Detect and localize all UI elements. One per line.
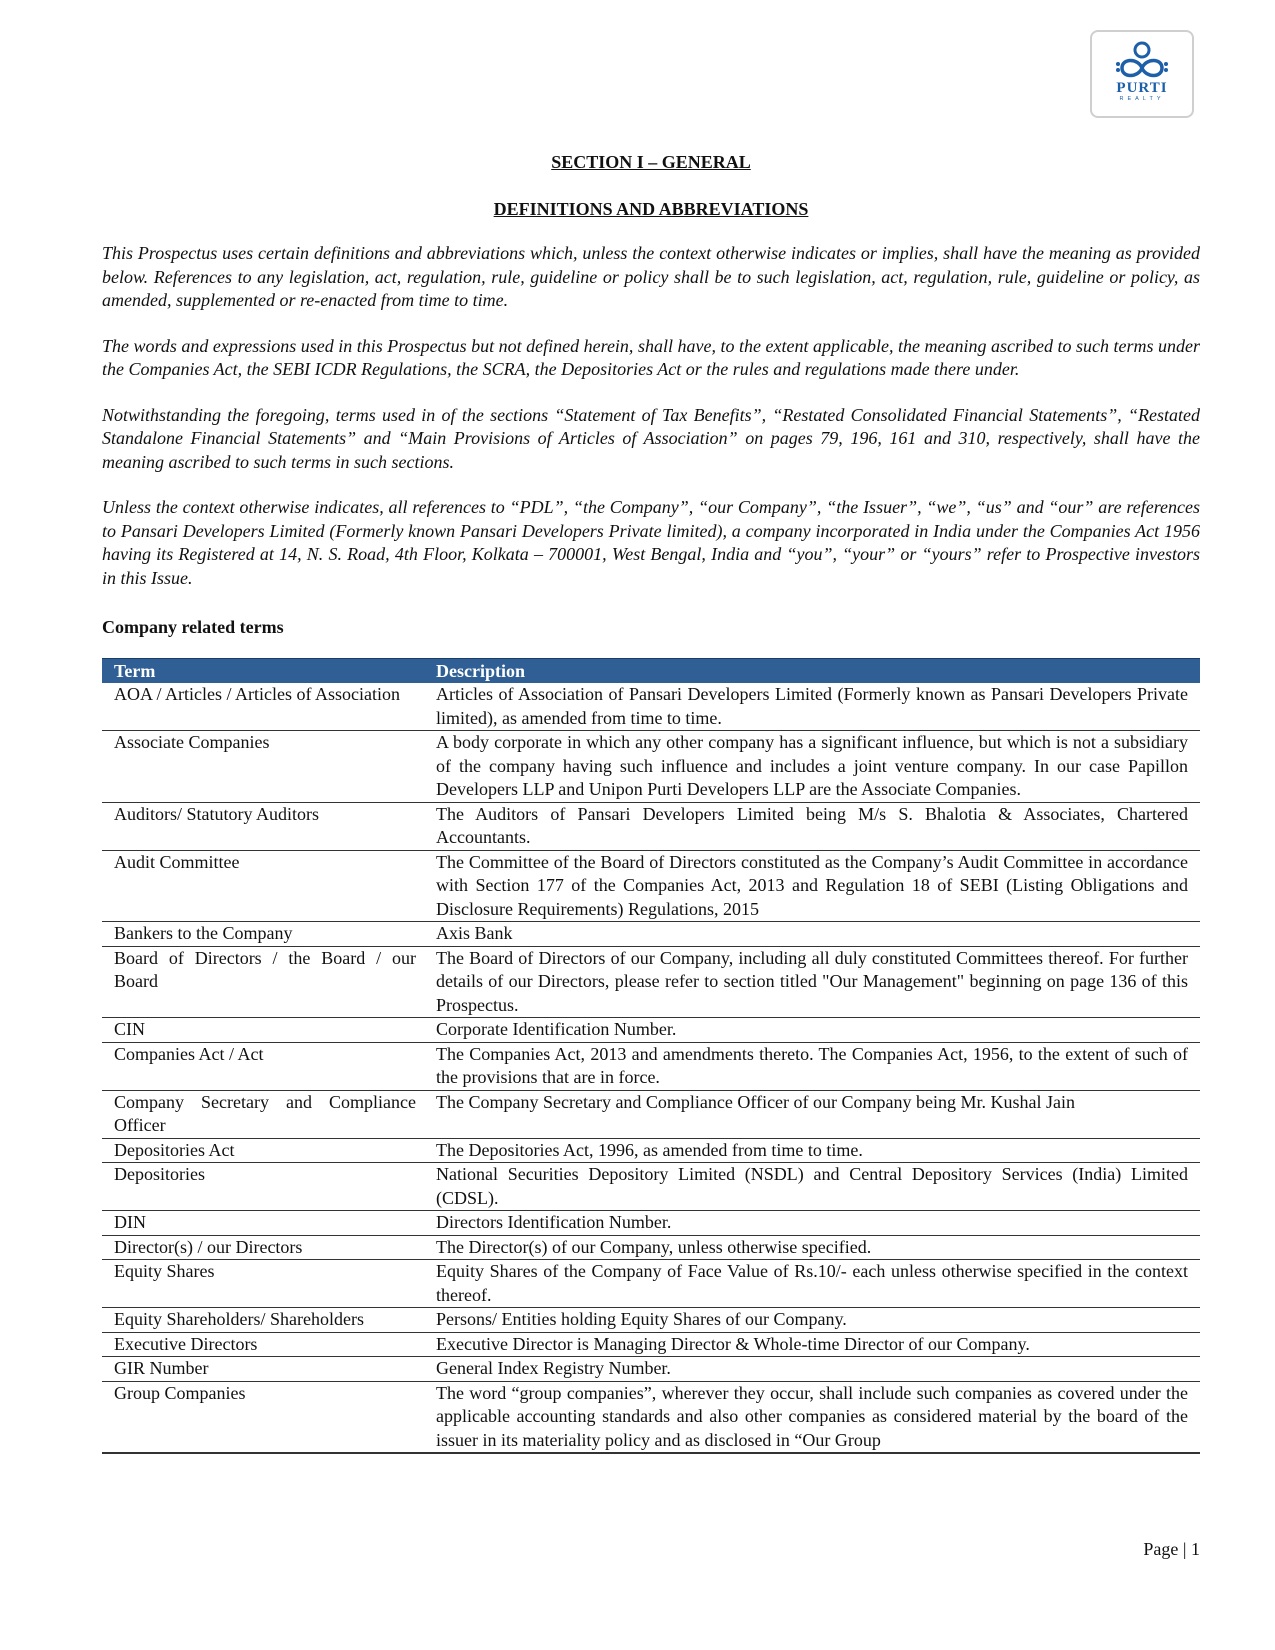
description-cell: The word “group companies”, wherever they occur, shall include such companies as covered under the applicable accounting standards and also other companies as considered material by the board of the issuer in its materiality policy and as disclosed in “Our Group [426,1381,1200,1453]
description-cell: The Director(s) of our Company, unless otherwise specified. [426,1235,1200,1260]
table-row [102,1357,1200,1382]
table-row [102,946,1200,1018]
terms-table-body [102,683,1200,1453]
term-cell: AOA / Articles / Articles of Association [102,683,426,731]
term-cell: CIN [102,1018,426,1043]
section-title: SECTION I – GENERAL [551,152,751,172]
notwithstanding-paragraph: Notwithstanding the foregoing, terms used in of the sections “Statement of Tax Benefits”, “Restated Consolidated Financial Statements”, “Restated Standalone Financial Statements” and “Main Provisions of Articles of Association” on pages 79, 196, 161 and 310, respectively, shall have the meaning ascribed to such terms in such sections. [102,404,1200,472]
term-cell: Board of Directors / the Board / our Board [102,946,426,1018]
term-cell: Depositories Act [102,1138,426,1163]
purti-realty-logo [1090,30,1194,118]
term-cell: Executive Directors [102,1332,426,1357]
term-cell: Auditors/ Statutory Auditors [102,802,426,850]
description-cell: Corporate Identification Number. [426,1018,1200,1043]
logo-subtitle: REALTY [1119,96,1165,102]
column-header-term: Term [102,659,426,684]
description-cell: A body corporate in which any other company has a significant influence, but which is not a subsidiary of the company having such influence and includes a joint venture company. In our case Papillon Developers LLP and Unipon Purti Developers LLP are the Associate Companies. [426,731,1200,803]
term-cell: Equity Shareholders/ Shareholders [102,1308,426,1333]
table-row [102,683,1200,731]
table-row [102,1260,1200,1308]
description-cell: The Depositories Act, 1996, as amended from time to time. [426,1138,1200,1163]
term-cell: DIN [102,1211,426,1236]
description-cell: National Securities Depository Limited (NSDL) and Central Depository Services (India) Limited (CDSL). [426,1163,1200,1211]
term-cell: Equity Shares [102,1260,426,1308]
description-cell: Directors Identification Number. [426,1211,1200,1236]
definitions-paragraph: The words and expressions used in this Prospectus but not defined herein, shall have, to the extent applicable, the meaning ascribed to such terms under the Companies Act, the SEBI ICDR Regulations, the SCRA, the Depositories Act or the rules and regulations made there under. [102,335,1200,379]
description-cell: The Committee of the Board of Directors constituted as the Company’s Audit Committee in accordance with Section 177 of the Companies Act, 2013 and Regulation 18 of SEBI (Listing Obligations and Disclosure Requirements) Regulations, 2015 [426,850,1200,922]
table-row [102,1138,1200,1163]
description-cell: The Auditors of Pansari Developers Limited being M/s S. Bhalotia & Associates, Chartered Accountants. [426,802,1200,850]
term-cell: GIR Number [102,1357,426,1382]
description-cell: Persons/ Entities holding Equity Shares of our Company. [426,1308,1200,1333]
description-cell: The Companies Act, 2013 and amendments thereto. The Companies Act, 1956, to the extent of such of the provisions that are in force. [426,1042,1200,1090]
description-cell: Equity Shares of the Company of Face Value of Rs.10/- each unless otherwise specified in the context thereof. [426,1260,1200,1308]
table-row [102,1235,1200,1260]
description-cell: Executive Director is Managing Director & Whole-time Director of our Company. [426,1332,1200,1357]
table-row [102,1381,1200,1453]
intro-paragraph: This Prospectus uses certain definitions and abbreviations which, unless the context otherwise indicates or implies, shall have the meaning as provided below. References to any legislation, act, regulation, rule, guideline or policy shall be to such legislation, act, regulation, rule, guideline or policy, as amended, supplemented or re-enacted from time to time. [102,243,1200,310]
table-row [102,1163,1200,1211]
table-row [102,731,1200,803]
description-cell: The Company Secretary and Compliance Officer of our Company being Mr. Kushal Jain [426,1090,1200,1138]
references-paragraph: Unless the context otherwise indicates, all references to “PDL”, “the Company”, “our Company”, “the Issuer”, “we”, “us” and “our” are references to Pansari Developers Limited (Formerly known Pansari Developers Private limited), a company incorporated in India under the Companies Act 1956 having its Registered at 14, N. S. Road, 4th Floor, Kolkata – 700001, West Bengal, India and “you”, “your” or “yours” refer to Prospective investors in this Issue. [102,497,1200,588]
term-cell: Director(s) / our Directors [102,1235,426,1260]
term-cell: Group Companies [102,1381,426,1453]
description-cell: Axis Bank [426,922,1200,947]
purti-logo-icon [1112,38,1172,80]
term-cell: Audit Committee [102,850,426,922]
company-terms-heading: Company related terms [102,617,284,637]
table-row [102,1018,1200,1043]
term-cell: Companies Act / Act [102,1042,426,1090]
description-cell: The Board of Directors of our Company, including all duly constituted Committees thereof. For further details of our Directors, please refer to section titled "Our Management" beginning on page 136 of this Prospectus. [426,946,1200,1018]
table-row [102,1042,1200,1090]
term-cell: Depositories [102,1163,426,1211]
table-row [102,1332,1200,1357]
term-cell: Company Secretary and Compliance Officer [102,1090,426,1138]
terms-table [102,658,1200,1454]
table-row [102,1211,1200,1236]
page-number: Page | 1 [1143,1539,1200,1559]
table-row [102,850,1200,922]
logo-name: PURTI [1116,80,1168,96]
table-row [102,1090,1200,1138]
description-cell: Articles of Association of Pansari Developers Limited (Formerly known as Pansari Developers Private limited), as amended from time to time. [426,683,1200,731]
table-header-row [102,659,1200,684]
table-row [102,802,1200,850]
table-row [102,922,1200,947]
term-cell: Associate Companies [102,731,426,803]
subsection-title: DEFINITIONS AND ABBREVIATIONS [493,199,809,219]
column-header-description: Description [426,659,1200,684]
term-cell: Bankers to the Company [102,922,426,947]
document-body [102,148,1200,1454]
description-cell: General Index Registry Number. [426,1357,1200,1382]
table-row [102,1308,1200,1333]
